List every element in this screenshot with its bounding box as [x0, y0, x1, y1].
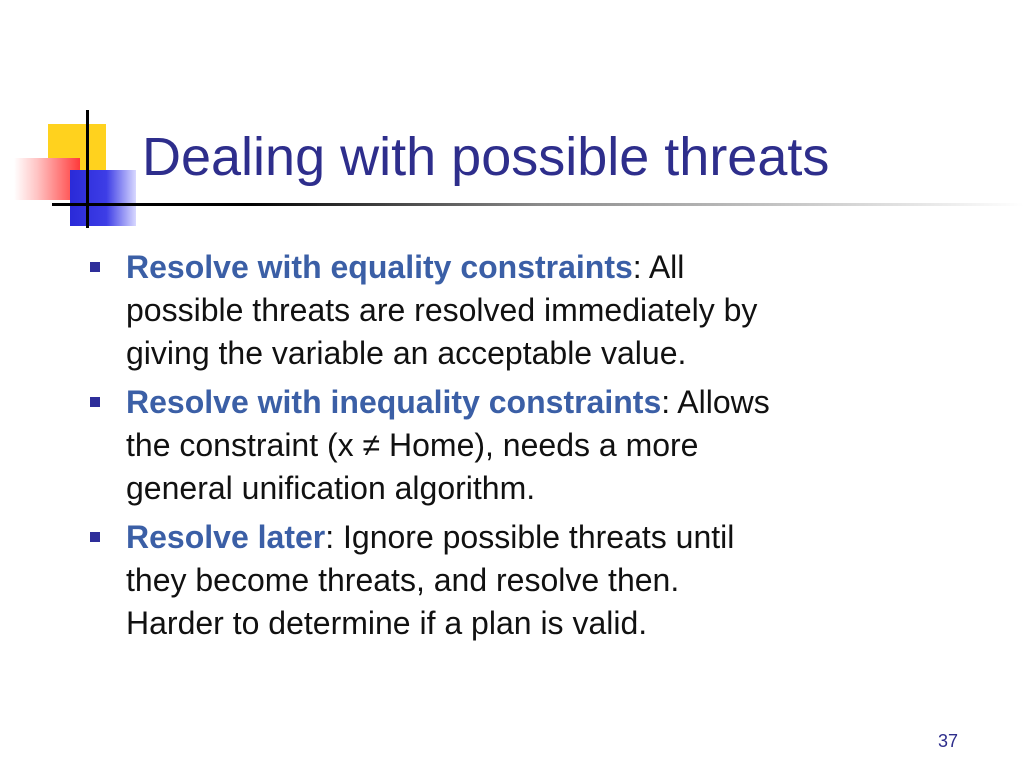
decor-vertical-line [86, 110, 89, 228]
bullet-line: they become threats, and resolve then. [126, 562, 680, 598]
bullet-square-icon [90, 262, 100, 272]
bullet-line: giving the variable an acceptable value. [126, 335, 687, 371]
bullet-text: : All [632, 249, 685, 285]
bullet-square-icon [90, 397, 100, 407]
bullet-item [90, 381, 960, 510]
bullet-line: Harder to determine if a plan is valid. [126, 605, 648, 641]
bullet-text: : Allows [661, 384, 770, 420]
bullet-text: : Ignore possible threats until [325, 519, 735, 555]
bullet-item [90, 516, 960, 645]
decor-blue-square [70, 170, 136, 226]
slide-title: Dealing with possible threats [142, 127, 830, 187]
bullet-list [90, 246, 960, 651]
page-number: 37 [938, 731, 959, 751]
bullet-lead: Resolve with equality constraints [126, 249, 633, 285]
bullet-square-icon [90, 532, 100, 542]
bullet-line [126, 246, 960, 289]
bullet-item [90, 246, 960, 375]
bullet-line: the constraint (x ≠ Home), needs a more [126, 427, 699, 463]
bullet-line [126, 516, 960, 559]
bullet-lead: Resolve with inequality constraints [126, 384, 662, 420]
bullet-line [126, 381, 960, 424]
bullet-lead: Resolve later [126, 519, 326, 555]
bullet-line: general unification algorithm. [126, 470, 536, 506]
title-underline [52, 203, 1024, 206]
bullet-line: possible threats are resolved immediately by [126, 292, 758, 328]
